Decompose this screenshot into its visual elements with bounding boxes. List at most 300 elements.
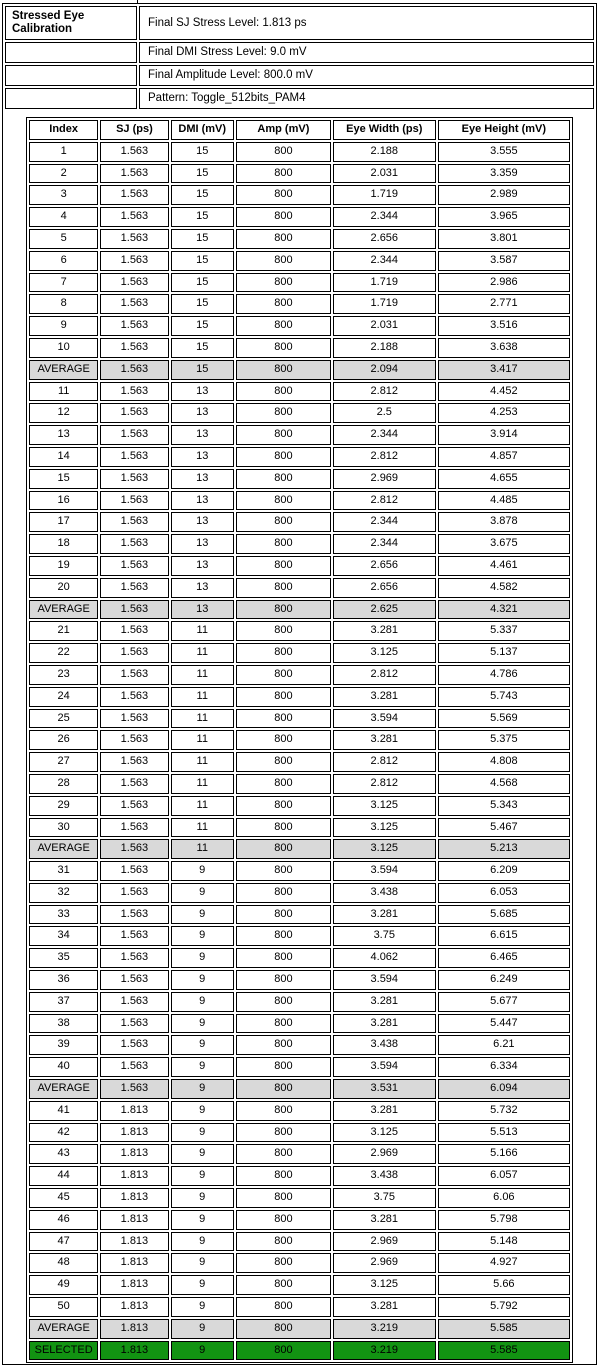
table-cell: 6.615 [438,926,570,946]
table-row [29,403,570,423]
table-cell: 3.281 [333,621,436,641]
table-cell: 1.813 [100,1232,168,1252]
table-cell: 2.188 [333,142,436,162]
final-dmi-stress-level: Final DMI Stress Level: 9.0 mV [139,42,594,63]
table-cell: 3.219 [333,1319,436,1339]
table-cell: 800 [236,621,331,641]
table-cell: 3.125 [333,796,436,816]
table-cell: 1.563 [100,447,168,467]
table-cell: 9 [171,905,234,925]
table-cell: 5.685 [438,905,570,925]
table-cell: 2.771 [438,294,570,314]
table-cell: 9 [171,1166,234,1186]
table-cell: 3.281 [333,905,436,925]
table-cell: 13 [171,578,234,598]
table-cell: 5.447 [438,1014,570,1034]
table-cell: 1.563 [100,534,168,554]
table-cell: 11 [171,621,234,641]
table-cell: 4.062 [333,948,436,968]
table-row [29,294,570,314]
table-cell: 13 [171,403,234,423]
table-row [29,774,570,794]
table-cell: 2.812 [333,774,436,794]
table-cell: 16 [29,491,98,511]
table-cell: 2.969 [333,1232,436,1252]
table-cell: 47 [29,1232,98,1252]
table-cell: 13 [171,491,234,511]
table-row [29,1232,570,1252]
table-cell: 6 [29,251,98,271]
table-cell: 1.563 [100,1057,168,1077]
table-cell: 3.125 [333,643,436,663]
table-cell: 3.438 [333,1035,436,1055]
table-cell: 4.485 [438,491,570,511]
table-cell: 9 [171,992,234,1012]
table-cell: 5.343 [438,796,570,816]
table-row [29,382,570,402]
table-cell: 30 [29,818,98,838]
table-row [29,1035,570,1055]
table-cell: 1.563 [100,926,168,946]
table-cell: 1.563 [100,207,168,227]
table-row [29,752,570,772]
table-cell: 1.813 [100,1341,168,1361]
table-cell: 6.094 [438,1079,570,1099]
table-cell: 800 [236,970,331,990]
table-cell: 3.125 [333,1275,436,1295]
table-cell: 800 [236,447,331,467]
table-cell: 1.563 [100,273,168,293]
table-cell: 1.563 [100,730,168,750]
table-cell: 3.594 [333,970,436,990]
table-cell: 12 [29,403,98,423]
table-cell: 9 [171,861,234,881]
table-cell: 4.321 [438,600,570,620]
table-row [29,883,570,903]
summary-row-amplitude [5,65,594,86]
table-cell: 2.031 [333,164,436,184]
table-cell: 5.798 [438,1210,570,1230]
table-cell: 2.986 [438,273,570,293]
report-title: Stressed Eye Calibration [5,6,137,40]
table-cell: 800 [236,992,331,1012]
table-cell: AVERAGE [29,1319,98,1339]
table-cell: 9 [171,970,234,990]
table-cell: 15 [171,360,234,380]
table-row [29,621,570,641]
table-cell: 9 [171,1232,234,1252]
table-cell: 14 [29,447,98,467]
table-cell: 800 [236,600,331,620]
table-cell: 9 [171,1144,234,1164]
table-cell: 1.563 [100,1035,168,1055]
column-header-eye-width: Eye Width (ps) [333,120,436,140]
table-cell: 4.452 [438,382,570,402]
table-cell: 15 [171,142,234,162]
table-cell: 6.057 [438,1166,570,1186]
table-cell: 1.813 [100,1166,168,1186]
table-cell: 2.656 [333,229,436,249]
table-cell: 13 [171,447,234,467]
table-cell: 1.563 [100,294,168,314]
table-row [29,447,570,467]
table-cell: 800 [236,665,331,685]
table-row [29,1014,570,1034]
table-cell: 1.813 [100,1275,168,1295]
table-cell: 25 [29,709,98,729]
table-cell: 4.927 [438,1253,570,1273]
table-cell: 5.467 [438,818,570,838]
table-cell: 2.344 [333,425,436,445]
table-cell: 3.531 [333,1079,436,1099]
table-cell: 5.148 [438,1232,570,1252]
table-cell: 33 [29,905,98,925]
table-cell: 11 [171,774,234,794]
table-row [29,730,570,750]
table-cell: 1.563 [100,425,168,445]
table-cell: 3.281 [333,1297,436,1317]
table-row [29,796,570,816]
table-cell: 800 [236,360,331,380]
table-cell: 800 [236,774,331,794]
table-row [29,665,570,685]
table-cell: 8 [29,294,98,314]
table-cell: 2.625 [333,600,436,620]
table-cell: 800 [236,382,331,402]
table-cell: 1.813 [100,1144,168,1164]
table-cell: 3.555 [438,142,570,162]
table-cell: 48 [29,1253,98,1273]
table-cell: 800 [236,709,331,729]
table-cell: 5.137 [438,643,570,663]
table-cell: 4.461 [438,556,570,576]
table-cell: 5 [29,229,98,249]
table-cell: 1.563 [100,251,168,271]
table-cell: 5.677 [438,992,570,1012]
table-cell: 6.465 [438,948,570,968]
average-row [29,360,570,380]
table-cell: 9 [171,1079,234,1099]
table-cell: 13 [171,534,234,554]
table-cell: 1.563 [100,185,168,205]
table-cell: 11 [171,709,234,729]
table-row [29,425,570,445]
table-cell: 2.5 [333,403,436,423]
table-cell: 26 [29,730,98,750]
table-cell: 11 [171,818,234,838]
table-cell: 6.334 [438,1057,570,1077]
table-cell: 800 [236,643,331,663]
table-cell: 800 [236,425,331,445]
table-cell: 3.281 [333,730,436,750]
table-cell: 7 [29,273,98,293]
table-cell: 800 [236,273,331,293]
table-cell: 5.213 [438,839,570,859]
table-cell: 1.813 [100,1210,168,1230]
table-cell: 800 [236,730,331,750]
table-row [29,1144,570,1164]
table-row [29,534,570,554]
table-cell: 1.813 [100,1319,168,1339]
table-cell: 2.812 [333,752,436,772]
table-cell: 42 [29,1123,98,1143]
table-cell: 9 [171,1319,234,1339]
column-header-dmi: DMI (mV) [171,120,234,140]
table-cell: 1.563 [100,578,168,598]
table-cell: 5.569 [438,709,570,729]
table-cell: 2.656 [333,578,436,598]
table-cell: 3.587 [438,251,570,271]
table-cell: 1.563 [100,839,168,859]
table-cell: 800 [236,861,331,881]
table-cell: 1.563 [100,316,168,336]
table-cell: 9 [171,1275,234,1295]
table-cell: 2.344 [333,534,436,554]
table-cell: 44 [29,1166,98,1186]
table-cell: 5.66 [438,1275,570,1295]
table-cell: 11 [171,796,234,816]
table-row [29,1166,570,1186]
table-cell: 9 [171,1057,234,1077]
table-cell: 9 [171,1210,234,1230]
table-cell: 6.06 [438,1188,570,1208]
table-cell: 3.281 [333,1014,436,1034]
table-cell: 13 [171,556,234,576]
table-cell: 2.031 [333,316,436,336]
table-cell: 28 [29,774,98,794]
calibration-summary-table [3,4,596,111]
table-row [29,1101,570,1121]
table-cell: 800 [236,316,331,336]
summary-row-pattern [5,88,594,109]
table-cell: 3 [29,185,98,205]
table-cell: 38 [29,1014,98,1034]
table-cell: 15 [171,207,234,227]
table-cell: 800 [236,687,331,707]
table-cell: 800 [236,578,331,598]
table-cell: 18 [29,534,98,554]
table-cell: 3.125 [333,818,436,838]
table-cell: 17 [29,512,98,532]
table-cell: 9 [171,1123,234,1143]
table-cell: 9 [171,926,234,946]
table-cell: 41 [29,1101,98,1121]
table-cell: 11 [171,839,234,859]
average-row [29,839,570,859]
table-cell: 2.344 [333,251,436,271]
table-cell: 1.563 [100,1014,168,1034]
table-row [29,709,570,729]
table-row [29,1188,570,1208]
table-cell: 2.812 [333,491,436,511]
table-cell: 1.813 [100,1188,168,1208]
table-cell: 1.563 [100,1079,168,1099]
table-cell: 1.563 [100,709,168,729]
table-cell: 3.125 [333,839,436,859]
table-cell: 3.878 [438,512,570,532]
column-header-sj: SJ (ps) [100,120,168,140]
table-cell: 800 [236,1101,331,1121]
table-cell: 3.75 [333,926,436,946]
table-cell: 1.563 [100,338,168,358]
table-row [29,818,570,838]
table-cell: 2 [29,164,98,184]
table-cell: 2.094 [333,360,436,380]
table-row [29,1123,570,1143]
table-cell: 6.249 [438,970,570,990]
table-cell: 800 [236,1144,331,1164]
table-cell: 3.438 [333,883,436,903]
table-cell: 800 [236,818,331,838]
table-cell: 15 [29,469,98,489]
table-cell: 1.563 [100,796,168,816]
table-row [29,1210,570,1230]
table-cell: 21 [29,621,98,641]
table-cell: 9 [171,1014,234,1034]
table-cell: 2.969 [333,1144,436,1164]
table-cell: AVERAGE [29,1079,98,1099]
table-cell: 800 [236,1232,331,1252]
table-cell: 800 [236,338,331,358]
table-cell: 3.801 [438,229,570,249]
table-cell: 2.969 [333,469,436,489]
table-cell: 15 [171,294,234,314]
table-cell: 3.594 [333,861,436,881]
table-cell: 37 [29,992,98,1012]
table-cell: 800 [236,1319,331,1339]
table-cell: 2.812 [333,665,436,685]
table-cell: 9 [171,1101,234,1121]
table-cell: 1.563 [100,818,168,838]
table-cell: 32 [29,883,98,903]
table-cell: 34 [29,926,98,946]
table-cell: 1.563 [100,556,168,576]
final-amplitude-level: Final Amplitude Level: 800.0 mV [139,65,594,86]
table-row [29,469,570,489]
table-cell: 1.813 [100,1123,168,1143]
table-cell: 4 [29,207,98,227]
table-cell: 800 [236,1297,331,1317]
table-row [29,905,570,925]
table-row [29,1253,570,1273]
average-row [29,1079,570,1099]
table-cell: 800 [236,796,331,816]
table-cell: 20 [29,578,98,598]
table-cell: 45 [29,1188,98,1208]
results-header-row [29,120,570,140]
table-cell: 800 [236,142,331,162]
table-cell: 800 [236,1057,331,1077]
table-cell: 800 [236,905,331,925]
table-row [29,861,570,881]
table-cell: 800 [236,1079,331,1099]
table-cell: AVERAGE [29,360,98,380]
results-table [26,117,573,1363]
table-row [29,1297,570,1317]
table-cell: 13 [171,469,234,489]
table-cell: 1.563 [100,512,168,532]
table-cell: 2.969 [333,1253,436,1273]
table-cell: 800 [236,1275,331,1295]
table-cell: 3.516 [438,316,570,336]
table-cell: 800 [236,752,331,772]
table-cell: 3.125 [333,1123,436,1143]
table-cell: 15 [171,251,234,271]
table-row [29,578,570,598]
table-cell: 800 [236,926,331,946]
report-frame [2,3,597,1365]
table-cell: 800 [236,1341,331,1361]
empty-label-cell [5,88,137,109]
table-cell: 6.053 [438,883,570,903]
table-cell: 9 [171,1188,234,1208]
table-cell: 800 [236,1210,331,1230]
table-cell: 3.281 [333,992,436,1012]
table-cell: 2.344 [333,207,436,227]
table-cell: 29 [29,796,98,816]
table-cell: 9 [171,1341,234,1361]
table-row [29,948,570,968]
table-cell: 15 [171,316,234,336]
table-cell: AVERAGE [29,600,98,620]
table-cell: 43 [29,1144,98,1164]
table-cell: 4.857 [438,447,570,467]
table-cell: 1.563 [100,643,168,663]
table-cell: 800 [236,491,331,511]
table-cell: 1.563 [100,665,168,685]
table-cell: 1.563 [100,491,168,511]
table-cell: 1.719 [333,294,436,314]
table-cell: 4.786 [438,665,570,685]
average-row [29,600,570,620]
table-cell: 800 [236,1188,331,1208]
table-cell: 800 [236,1014,331,1034]
table-cell: 1.563 [100,948,168,968]
table-cell: 11 [171,643,234,663]
table-cell: 5.166 [438,1144,570,1164]
table-cell: 15 [171,164,234,184]
table-cell: 3.281 [333,1101,436,1121]
table-cell: 13 [171,425,234,445]
table-cell: 4.582 [438,578,570,598]
empty-label-cell [5,42,137,63]
table-row [29,185,570,205]
table-cell: 800 [236,164,331,184]
table-cell: 23 [29,665,98,685]
table-cell: 800 [236,251,331,271]
table-cell: 1.563 [100,600,168,620]
table-cell: 11 [171,665,234,685]
column-header-amp: Amp (mV) [236,120,331,140]
table-cell: 4.808 [438,752,570,772]
table-cell: 11 [171,730,234,750]
table-cell: 800 [236,185,331,205]
table-cell: 1.563 [100,774,168,794]
table-cell: 2.188 [333,338,436,358]
table-cell: 3.219 [333,1341,436,1361]
table-cell: 1.563 [100,861,168,881]
table-cell: 3.75 [333,1188,436,1208]
table-cell: 11 [171,752,234,772]
table-cell: 5.375 [438,730,570,750]
table-cell: 49 [29,1275,98,1295]
table-cell: 15 [171,229,234,249]
table-cell: 800 [236,229,331,249]
table-cell: 2.656 [333,556,436,576]
table-cell: 3.594 [333,709,436,729]
table-cell: 9 [171,1253,234,1273]
table-cell: 15 [171,273,234,293]
